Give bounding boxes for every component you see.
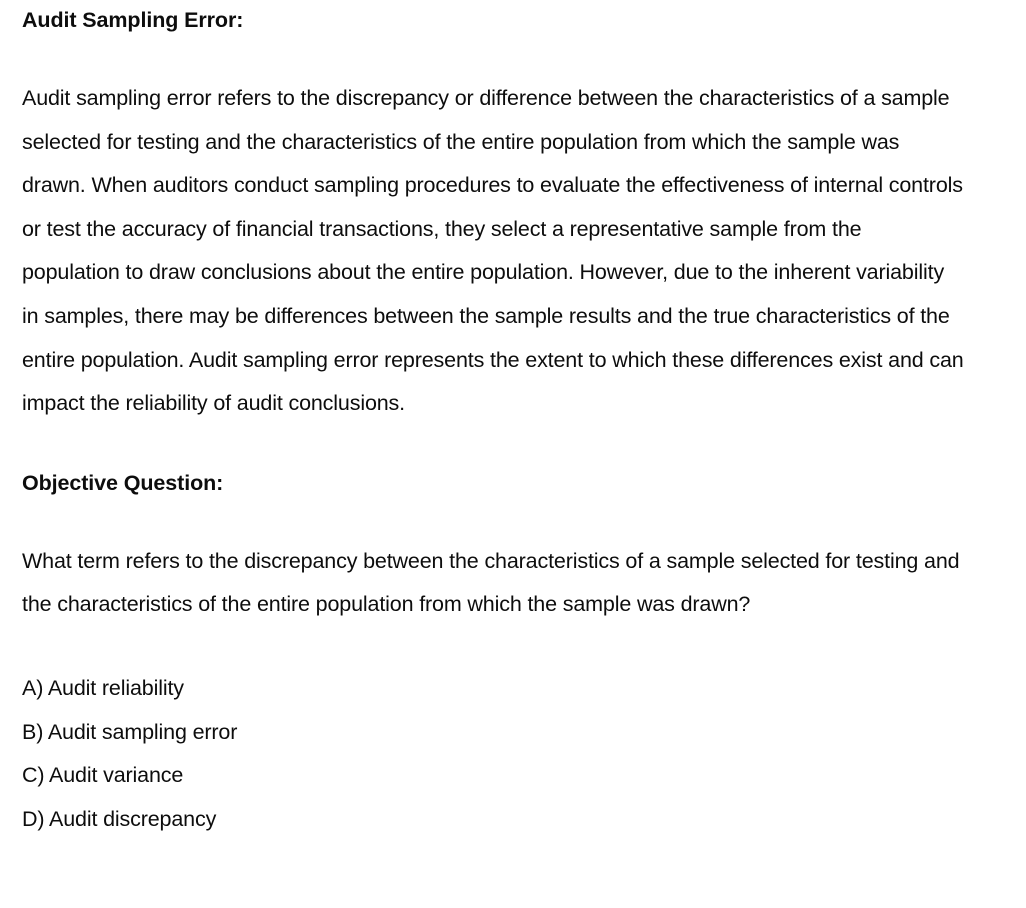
answer-option-b: B) Audit sampling error [22,719,238,744]
answer-option-c: C) Audit variance [22,763,184,788]
definition-heading: Audit Sampling Error: [22,8,244,32]
answer-options-list [22,667,964,841]
question-heading: Objective Question: [22,470,224,495]
question-paragraph: What term refers to the discrepancy between the characteristics of a sample selected for testing and the characteristics of the entire population from which the sample was drawn? [22,548,960,617]
answer-option-d: D) Audit discrepancy [22,806,217,831]
answer-option-a: A) Audit reliability [22,675,184,700]
definition-paragraph: Audit sampling error refers to the discrepancy or difference between the characteristics of a sample selected for testing and the characteristics of the entire population from which the sample was drawn. When auditors conduct sampling procedures to evaluate the effectiveness of internal controls or test the accuracy of financial transactions, they select a representative sample from the population to draw conclusions about the entire population. However, due to the inherent variability in samples, there may be differences between the sample results and the true characteristics of the entire population. Audit sampling error represents the extent to which these differences exist and can impact the reliability of audit conclusions. [22,86,964,416]
